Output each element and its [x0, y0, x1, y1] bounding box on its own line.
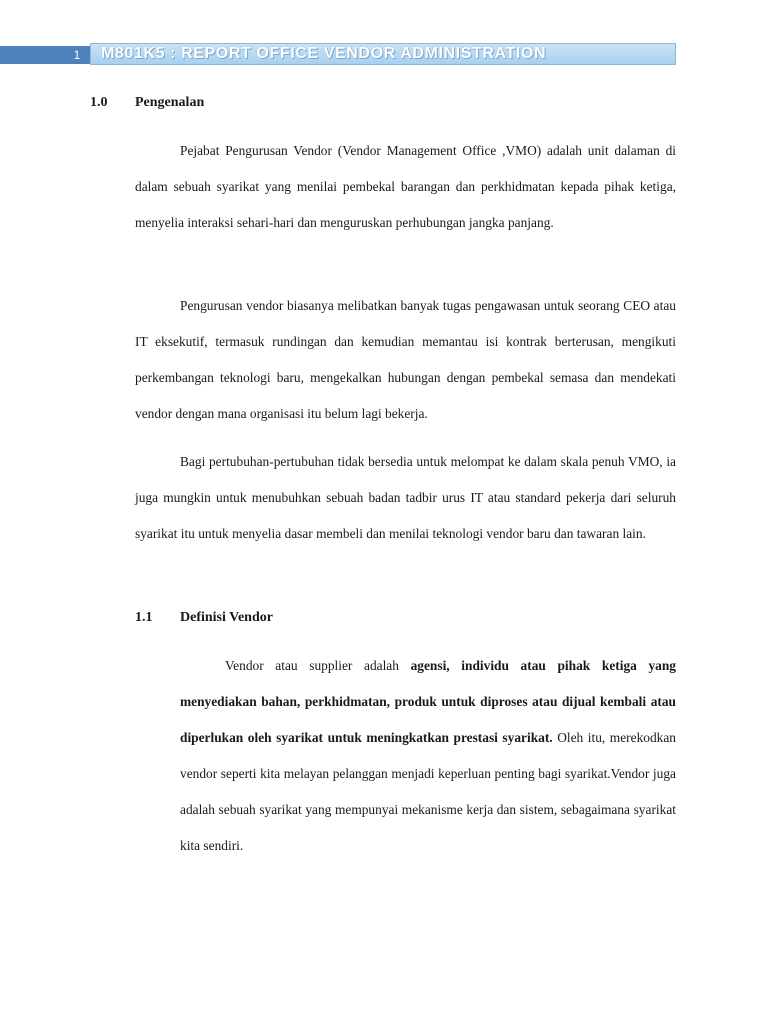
definition-bold-text: agensi, individu atau pihak ketiga yang menyediakan bahan, perkhidmatan, produk untuk diproses atau dijual kembali atau diperlukan oleh syarikat untuk meningkatkan prestasi syarikat.: [180, 658, 677, 745]
section-number: 1.1: [135, 610, 153, 625]
section-title: Definisi Vendor: [180, 610, 273, 625]
definition-rest-text: Oleh itu, merekodkan vendor seperti kita melayan pelanggan menjadi keperluan penting bagi syarikat.Vendor juga adalah sebuah syarikat yang mempunyai mekanisme kerja dan sistem, sebagaimana syarikat kita sendiri.: [180, 730, 676, 853]
definition-paragraph: [180, 648, 676, 864]
paragraph: Bagi pertubuhan-pertubuhan tidak bersedia untuk melompat ke dalam skala penuh VMO, ia juga mungkin untuk menubuhkan sebuah badan tadbir urus IT atau standard pekerja dari seluruh syarikat itu untuk menyelia dasar membeli dan menilai teknologi vendor baru dan tawaran lain.: [135, 454, 676, 541]
section-number: 1.0: [90, 95, 108, 110]
definition-lead-text: Vendor atau supplier adalah: [225, 658, 411, 673]
document-title: M801K5 : REPORT OFFICE VENDOR ADMINISTRATION: [90, 43, 676, 65]
page-number: 1: [73, 48, 81, 62]
section-title: Pengenalan: [135, 95, 205, 110]
paragraph: Pejabat Pengurusan Vendor (Vendor Management Office ,VMO) adalah unit dalaman di dalam sebuah syarikat yang menilai pembekal barangan dan perkhidmatan kepada pihak ketiga, menyelia interaksi sehari-hari dan menguruskan perhubungan jangka panjang.: [135, 143, 676, 230]
section-heading-1-0: [90, 94, 676, 112]
paragraph: Pengurusan vendor biasanya melibatkan banyak tugas pengawasan untuk seorang CEO atau IT eksekutif, termasuk rundingan dan kemudian memantau isi kontrak berterusan, mengikuti perkembangan teknologi baru, mengekalkan hubungan dengan pembekal semasa dan mendekati vendor dengan mana organisasi itu belum lagi bekerja.: [135, 298, 676, 421]
section-heading-1-1: [135, 609, 676, 627]
